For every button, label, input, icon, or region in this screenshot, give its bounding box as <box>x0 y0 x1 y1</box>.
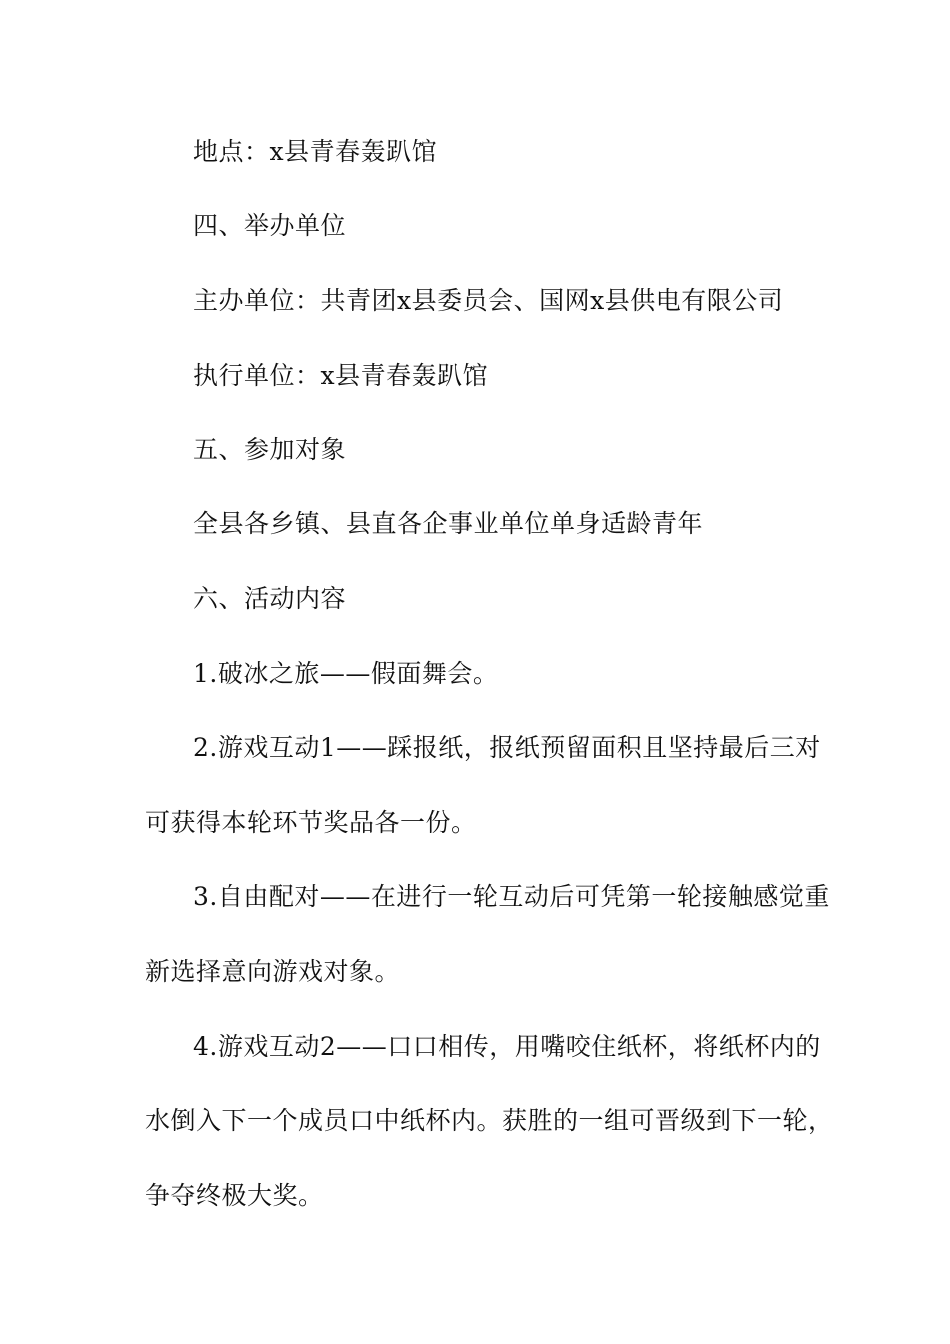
section-five-heading: 五、参加对象 <box>193 435 347 464</box>
activity-item-4-line-2: 水倒入下一个成员口中纸杯内。获胜的一组可晋级到下一轮， <box>145 1106 834 1135</box>
location-line: 地点：x县青春轰趴馆 <box>193 137 438 166</box>
activity-item-1: 1.破冰之旅——假面舞会。 <box>193 659 499 688</box>
activity-item-3-line-2: 新选择意向游戏对象。 <box>145 957 401 986</box>
section-four-heading: 四、举办单位 <box>193 211 347 240</box>
participants-line: 全县各乡镇、县直各企事业单位单身适龄青年 <box>193 509 704 538</box>
activity-item-4-line-1: 4.游戏互动2——口口相传，用嘴咬住纸杯，将纸杯内的 <box>193 1032 821 1061</box>
activity-item-2-line-2: 可获得本轮环节奖品各一份。 <box>145 808 477 837</box>
activity-item-2-line-1: 2.游戏互动1——踩报纸，报纸预留面积且坚持最后三对 <box>193 733 821 762</box>
section-six-heading: 六、活动内容 <box>193 584 347 613</box>
activity-item-4-line-3: 争夺终极大奖。 <box>145 1181 324 1210</box>
organizer-line: 主办单位：共青团x县委员会、国网x县供电有限公司 <box>193 286 784 315</box>
activity-item-3-line-1: 3.自由配对——在进行一轮互动后可凭第一轮接触感觉重 <box>193 882 830 911</box>
executor-line: 执行单位：x县青春轰趴馆 <box>193 361 489 390</box>
